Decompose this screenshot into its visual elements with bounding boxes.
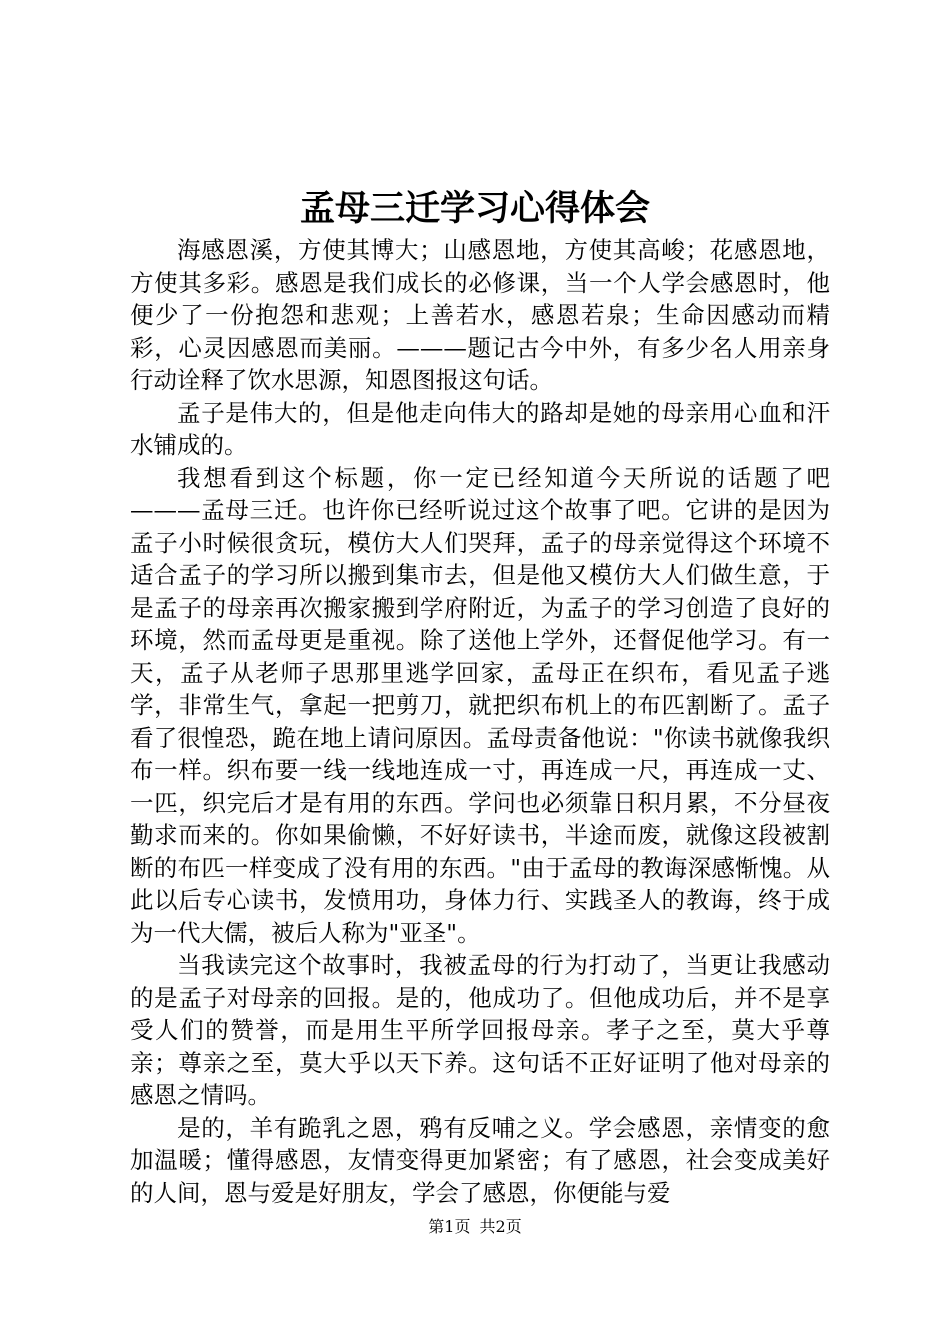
page-number: 第1页 bbox=[428, 1217, 471, 1236]
page-footer bbox=[0, 1216, 950, 1238]
paragraph: 是的，羊有跪乳之恩，鸦有反哺之义。学会感恩，亲情变的愈加温暖；懂得感恩，友情变得更加紧密；有了感恩，社会变成美好的人间，恩与爱是好朋友，学会了感恩，你便能与爱 bbox=[130, 1113, 830, 1207]
page-total: 共2页 bbox=[479, 1217, 522, 1236]
document-body bbox=[130, 234, 830, 1209]
document-title: 孟母三迁学习心得体会 bbox=[299, 189, 650, 229]
paragraph: 我想看到这个标题，你一定已经知道今天所说的话题了吧———孟母三迁。也许你已经听说过这个故事了吧。它讲的是因为孟子小时候很贪玩，模仿大人们哭拜，孟子的母亲觉得这个环境不适合孟子的学习所以搬到集市去，但是他又模仿大人们做生意，于是孟子的母亲再次搬家搬到学府附近，为孟子的学习创造了良好的环境，然而孟母更是重视。除了送他上学外，还督促他学习。有一天，孟子从老师子思那里逃学回家，孟母正在织布，看见孟子逃学，非常生气，拿起一把剪刀，就把织布机上的布匹割断了。孟子看了很惶恐，跪在地上请问原因。孟母责备他说："你读书就像我织布一样。织布要一线一线地连成一寸，再连成一尺，再连成一丈、一匹，织完后才是有用的东西。学问也必须靠日积月累，不分昼夜勤求而来的。你如果偷懒，不好好读书，半途而废，就像这段被割断的布匹一样变成了没有用的东西。"由于孟母的教诲深感惭愧。从此以后专心读书，发愤用功，身体力行、实践圣人的教诲，终于成为一代大儒，被后人称为"亚圣"。 bbox=[130, 463, 830, 947]
paragraph: 孟子是伟大的，但是他走向伟大的路却是她的母亲用心血和汗水铺成的。 bbox=[130, 398, 830, 459]
paragraph: 当我读完这个故事时，我被孟母的行为打动了，当更让我感动的是孟子对母亲的回报。是的，他成功了。但他成功后，并不是享受人们的赞誉，而是用生平所学回报母亲。孝子之至，莫大乎尊亲；尊亲之至，莫大乎以天下养。这句话不正好证明了他对母亲的感恩之情吗。 bbox=[130, 951, 830, 1109]
paragraph: 海感恩溪，方使其博大；山感恩地，方使其高峻；花感恩地，方使其多彩。感恩是我们成长的必修课，当一个人学会感恩时，他便少了一份抱怨和悲观；上善若水，感恩若泉；生命因感动而精彩，心灵因感恩而美丽。———题记古今中外，有多少名人用亲身行动诠释了饮水思源，知恩图报这句话。 bbox=[130, 236, 830, 394]
